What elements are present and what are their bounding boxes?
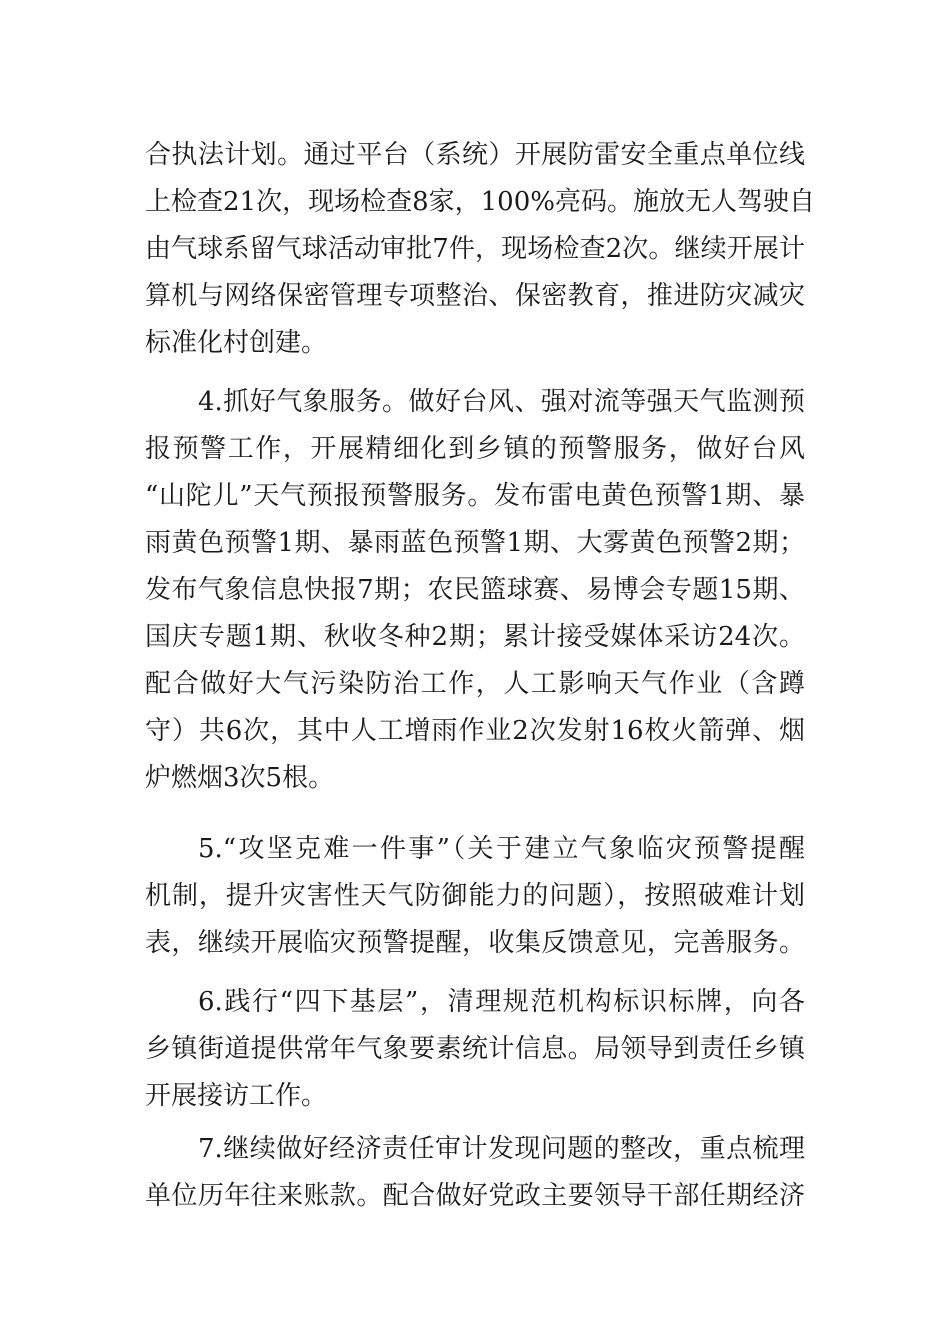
paragraph-line: 单位历年往来账款。配合做好党政主要领导干部任期经济 [145, 1181, 805, 1211]
paragraph-line: 4.抓好气象服务。做好台风、强对流等强天气监测预 [198, 387, 805, 417]
paragraph-line: 7.继续做好经济责任审计发现问题的整改，重点梳理 [198, 1134, 805, 1164]
paragraph-line: 守）共6次，其中人工增雨作业2次发射16枚火箭弹、烟 [145, 716, 805, 746]
paragraph-line: 标准化村创建。 [145, 328, 328, 358]
paragraph-line: 6.践行“四下基层”，清理规范机构标识标牌，向各 [198, 987, 805, 1017]
paragraph-line: 上检查21次，现场检查8家，100%亮码。施放无人驾驶自 [145, 187, 815, 217]
paragraph-line: “山陀儿”天气预报预警服务。发布雷电黄色预警1期、暴 [145, 481, 805, 511]
paragraph-line: 由气球系留气球活动审批7件，现场检查2次。继续开展计 [145, 234, 805, 264]
paragraph-line: 机制，提升灾害性天气防御能力的问题），按照破难计划 [145, 881, 805, 911]
paragraph-line: 乡镇街道提供常年气象要素统计信息。局领导到责任乡镇 [145, 1034, 805, 1064]
paragraph-line: 算机与网络保密管理专项整治、保密教育，推进防灾减灾 [145, 281, 805, 311]
paragraph-line: 报预警工作，开展精细化到乡镇的预警服务，做好台风 [145, 434, 805, 464]
paragraph-line: 国庆专题1期、秋收冬种2期；累计接受媒体采访24次。 [145, 622, 805, 652]
paragraph-line: 配合做好大气污染防治工作，人工影响天气作业（含蹲 [145, 669, 805, 699]
paragraph-line: 开展接访工作。 [145, 1081, 328, 1111]
paragraph-line: 雨黄色预警1期、暴雨蓝色预警1期、大雾黄色预警2期； [145, 528, 805, 558]
paragraph-line: 5.“攻坚克难一件事”（关于建立气象临灾预警提醒 [198, 834, 805, 864]
paragraph-line: 合执法计划。通过平台（系统）开展防雷安全重点单位线 [145, 140, 805, 170]
paragraph-line: 表，继续开展临灾预警提醒，收集反馈意见，完善服务。 [145, 928, 805, 958]
paragraph-line: 炉燃烟3次5根。 [145, 763, 335, 793]
paragraph-line: 发布气象信息快报7期；农民篮球赛、易博会专题15期、 [145, 575, 805, 605]
